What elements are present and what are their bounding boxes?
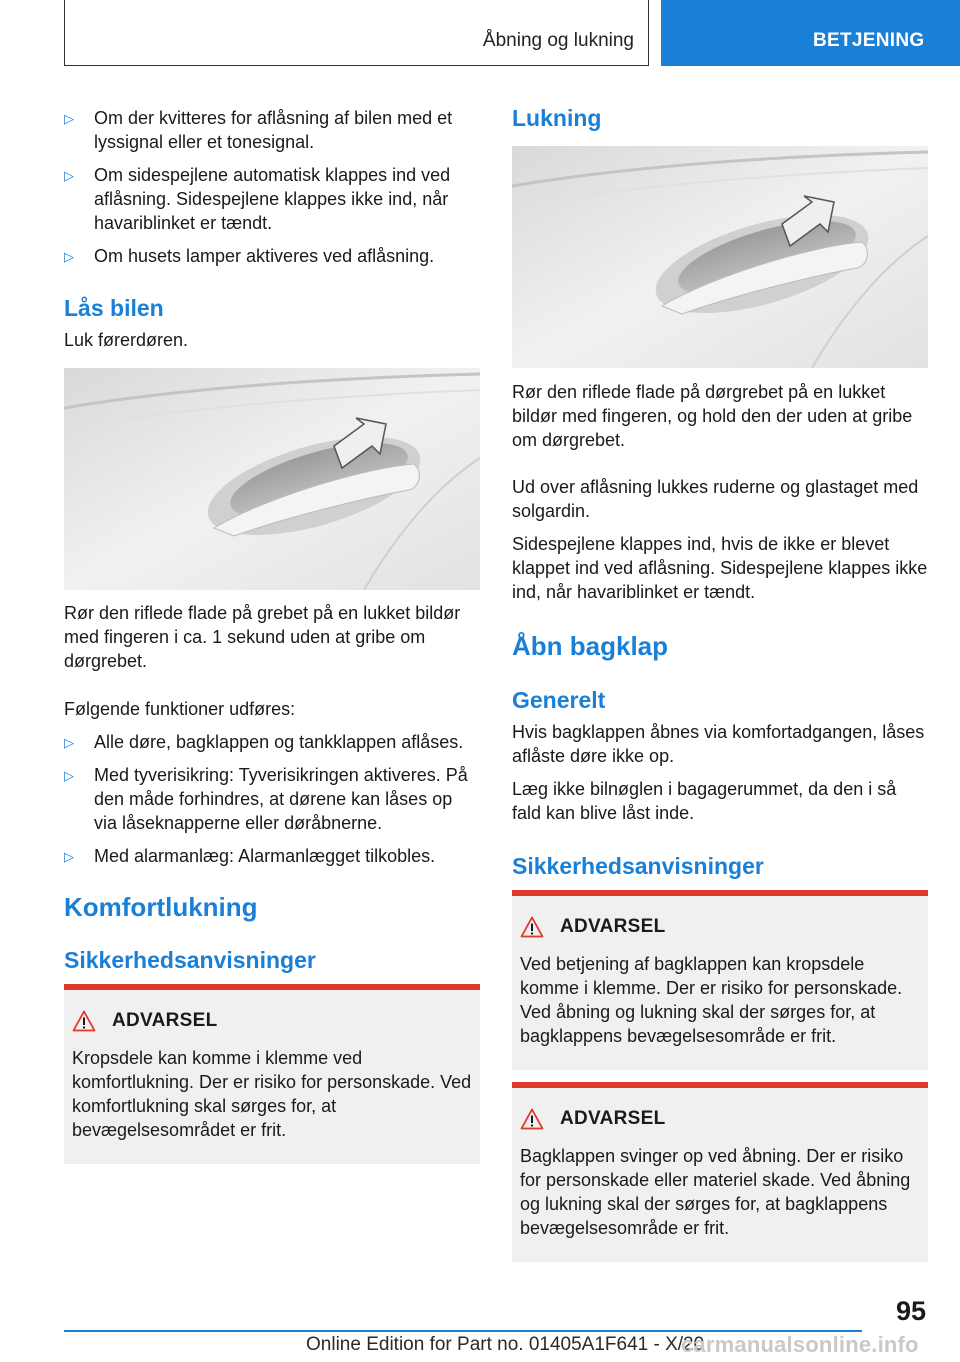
- lock-description: Rør den riflede flade på grebet på en lukket bildør med fingeren i ca. 1 sekund uden at gribe om dørgrebet.: [64, 603, 461, 671]
- unlock-confirm-list: [64, 106, 480, 268]
- bullet-triangle-icon: ▷: [64, 168, 74, 183]
- comfort-closing-heading: Komfortlukning: [64, 892, 258, 922]
- bullet-triangle-icon: ▷: [64, 849, 74, 864]
- edition-text: Online Edition for Part no. 01405A1F641 - X/20: [306, 1334, 705, 1355]
- warning-triangle-icon: [72, 1010, 96, 1032]
- closing-paragraph-2: Ud over aflåsning lukkes ruderne og glastaget med solgardin.: [512, 477, 919, 521]
- header-frame: [64, 0, 649, 66]
- list-item: ▷ Med tyverisikring: Tyverisikringen aktiveres. På den måde forhindres, at dørene kan låses op via låseknapperne eller døråbnerne.: [64, 765, 468, 833]
- warning-box-comfort: [64, 984, 480, 1164]
- list-item: ▷ Med alarmanlæg: Alarmanlægget tilkobles.: [64, 844, 480, 868]
- list-item: ▷ Om der kvitteres for aflåsning af bilen med et lyssignal eller et tonesignal.: [64, 108, 453, 152]
- closing-description: Rør den riflede flade på dørgrebet på en lukket bildør med fingeren, og hold den der uden at gribe om dørgrebet.: [512, 382, 913, 450]
- bullet-triangle-icon: ▷: [64, 768, 74, 783]
- safety-heading-left: Sikkerhedsanvisninger: [64, 947, 316, 973]
- warning-text: Ved betjening af bagklappen kan kropsdele komme i klemme. Der er risiko for personskade. Ved åbning og lukning skal der sørges for, at bagklappens bevægelsesområde er frit.: [520, 954, 903, 1046]
- list-item: ▷ Om sidespejlene automatisk klappes ind ved aflåsning. Sidespejlene klappes ikke ind, når havariblinket er tændt.: [64, 165, 451, 233]
- general-heading: Generelt: [512, 687, 606, 713]
- closing-paragraph-3: Sidespejlene klappes ind, hvis de ikke er blevet klappet ind ved aflåsning. Sidespejlene klappes ikke ind, når havariblinket er tændt.: [512, 534, 928, 602]
- chapter-tab-label: BETJENING: [813, 30, 925, 51]
- warning-label: ADVARSEL: [560, 1108, 666, 1129]
- warning-text: Bagklappen svinger op ved åbning. Der er risiko for personskade eller materiel skade. Ved åbning og lukning skal der sørges for, at bagklappens bevægelsesområde er frit.: [520, 1146, 911, 1238]
- warning-triangle-icon: [520, 1108, 544, 1130]
- tailgate-heading: Åbn bagklap: [512, 631, 669, 661]
- door-handle-close-image: [512, 146, 928, 368]
- watermark-logo: carmanualsonline.info: [681, 1332, 919, 1357]
- warning-text: Kropsdele kan komme i klemme ved komfortlukning. Der er risiko for personskade. Ved komfortlukning skal sørges for, at bevægelsesområdet er frit.: [72, 1048, 472, 1140]
- warning-box-tailgate-2: [512, 1082, 928, 1262]
- general-paragraph-1: Hvis bagklappen åbnes via komfortadgangen, låses aflåste døre ikke op.: [512, 722, 925, 766]
- functions-intro: Følgende funktioner udføres:: [64, 699, 296, 719]
- warning-triangle-icon: [520, 916, 544, 938]
- bullet-triangle-icon: ▷: [64, 111, 74, 126]
- warning-label: ADVARSEL: [560, 916, 666, 937]
- lock-intro: Luk førerdøren.: [64, 330, 189, 350]
- chapter-tab[interactable]: [661, 0, 960, 66]
- door-handle-lock-image: [64, 368, 480, 590]
- warning-box-tailgate-1: [512, 890, 928, 1070]
- list-item: ▷ Alle døre, bagklappen og tankklappen aflåses.: [64, 730, 480, 754]
- bullet-triangle-icon: ▷: [64, 249, 74, 264]
- closing-heading: Lukning: [512, 105, 602, 131]
- safety-heading-right: Sikkerhedsanvisninger: [512, 853, 764, 879]
- lock-functions-list: [64, 730, 480, 868]
- general-paragraph-2: Læg ikke bilnøglen i bagagerummet, da den i så fald kan blive låst inde.: [512, 779, 897, 823]
- section-title: Åbning og lukning: [482, 30, 634, 51]
- list-item: ▷ Om husets lamper aktiveres ved aflåsning.: [64, 244, 480, 268]
- bullet-triangle-icon: ▷: [64, 735, 74, 750]
- lock-heading: Lås bilen: [64, 295, 164, 321]
- warning-label: ADVARSEL: [112, 1010, 218, 1031]
- page-number: 95: [895, 1296, 926, 1326]
